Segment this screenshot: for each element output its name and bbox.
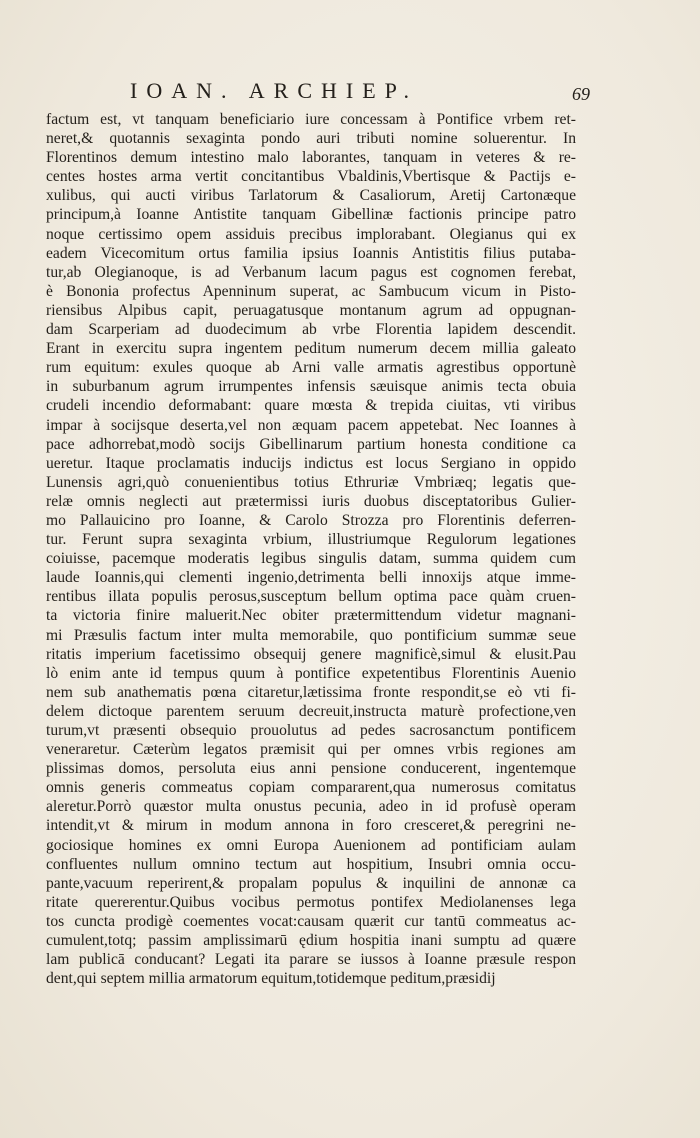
text-line: delem dictoque parentem seruum decreuit,instructa maturè profectione,ven xyxy=(46,702,576,720)
text-line: tos cuncta prodigè coementes vocat:causam quærit cur tantū commeatus ac- xyxy=(46,912,576,930)
text-line: pace adhorrebat,modò socijs Gibellinarum partium honesta conditione ca xyxy=(46,435,576,453)
page-number: 69 xyxy=(572,84,590,104)
text-line: ta victoria finire maluerit.Nec obiter prætermittendum videtur magnani- xyxy=(46,607,576,625)
text-line: in suburbanum agrum irrumpentes infensis sæuisque animis tecta obuia xyxy=(46,378,576,396)
text-line: crudeli incendio deformabant: quare mœsta & trepida ciuitas, vti viribus xyxy=(46,397,576,415)
text-line: eadem Vicecomitum ortus familia ipsius Ioannis Antistitis filius putaba- xyxy=(46,244,576,262)
text-line: Lunensis agri,quò conuenientibus totius Ethruriæ Vmbriæq; legatis que- xyxy=(46,473,576,491)
text-line: dam Scarperiam ad duodecimum ab vrbe Florentia lapidem descendit. xyxy=(46,321,576,339)
text-line: pante,vacuum reperirent,& propalam populus & inquilini de annonæ ca xyxy=(46,874,576,892)
text-line: noque certissimo opem assiduis precibus implorabant. Olegianus qui ex xyxy=(46,225,576,243)
body-text xyxy=(46,110,576,988)
text-line: neret,& quotannis sexaginta pondo auri tributi nomine soluerentur. In xyxy=(46,130,576,148)
text-line: mo Pallauicino pro Ioanne, & Carolo Strozza pro Florentinis deferren- xyxy=(46,511,576,529)
text-line: centes hostes arma vertit concitantibus Vbaldinis,Vbertisque & Pactijs e- xyxy=(46,168,576,186)
text-line: ritate quererentur.Quibus vocibus permotus pontifex Mediolanenses lega xyxy=(46,893,576,911)
text-line: ueretur. Itaque proclamatis inducijs indictus est locus Sergiano in oppido xyxy=(46,454,576,472)
text-line: Erant in exercitu supra ingentem peditum numerum decem millia galeato xyxy=(46,340,576,358)
text-line: veneraretur. Cæterùm legatos præmisit qui per omnes vrbis regiones am xyxy=(46,741,576,759)
text-line: gociosique homines ex omni Europa Auenionem ad pontificiam aulam xyxy=(46,836,576,854)
text-line: cumulent,totq; passim amplissimarū ędium hospitia inani sumptu ad quære xyxy=(46,932,576,950)
text-line: coiuisse, pacemque moderatis legibus singulis datam, summa quidem cum xyxy=(46,550,576,568)
text-line: aleretur.Porrò quæstor multa onustus pecunia, adeo in id profusè operam xyxy=(46,798,576,816)
text-line: rum equitum: exules quoque ab Arni valle armatis agrestibus opportunè xyxy=(46,359,576,377)
text-line: omnis generis commeatus copiam compararent,qua numerosus comitatus xyxy=(46,779,576,797)
text-line: laude Ioannis,qui clementi ingenio,detrimenta belli innoxijs atque imme- xyxy=(46,569,576,587)
text-line: dent,qui septem millia armatorum equitum,totidemque peditum,præsidij xyxy=(46,970,496,988)
text-line: lam publicā conducant? Legati ita parare se iussos à Ioanne præsule respon xyxy=(46,951,576,969)
text-line: factum est, vt tanquam beneficiario iure concessam à Pontifice vrbem ret- xyxy=(46,111,576,128)
text-line: mi Præsulis factum inter multa memorabile, quo pontificium summæ seue xyxy=(46,626,576,644)
text-line: relæ omnis neglecti aut prætermissi iuris duobus disceptatoribus Gulier- xyxy=(46,492,576,510)
text-line: rentibus illata populis perosus,susceptum bellum optima pace quàm cruen- xyxy=(46,588,576,606)
text-line: tur,ab Olegianoque, is ad Verbanum lacum pagus est cognomen ferebat, xyxy=(46,263,576,281)
running-head xyxy=(130,78,590,108)
text-line: xulibus, qui aucti viribus Tarlatorum & Casaliorum, Aretij Cartonæque xyxy=(46,187,576,205)
text-line: principum,à Ioanne Antistite tanquam Gibellinæ factionis principe patro xyxy=(46,206,576,224)
text-line: riensibus Alpibus capit, peruagatusque montanum agrum ad oppugnan- xyxy=(46,301,576,319)
running-head-title: IOAN. ARCHIEP. xyxy=(130,78,418,103)
text-line: plissimas domos, persoluta eius anni pensione conducerent, ingentemque xyxy=(46,760,576,778)
text-line: ritatis imperium facetissimo obsequij genere magnificè,simul & elusit.Pau xyxy=(46,645,576,663)
text-line: nem sub anathematis pœna citaretur,lætissima fronte respondit,se eò vti fi- xyxy=(46,683,576,701)
text-line: tur. Ferunt supra sexaginta vrbium, illustriumque Regulorum legationes xyxy=(46,531,576,549)
text-line: impar à socijsque deserta,vel non æquam pacem appetebat. Nec Ioannes à xyxy=(46,416,576,434)
text-line: confluentes nullum omnino tectum aut hospitium, Insubri omnia occu- xyxy=(46,855,576,873)
text-line: lò enim ante id tempus quum à pontifice expetentibus Florentinis Auenio xyxy=(46,664,576,682)
text-line: Florentinos demum intestino malo laborantes, tanquam in veteres & re- xyxy=(46,149,576,167)
text-line: è Bononia profectus Apenninum superat, ac Sambucum vicum in Pisto- xyxy=(46,282,576,300)
text-line: turum,vt præsenti obsequio prouolutus ad pedes sacrosanctum pontificem xyxy=(46,722,576,739)
text-line: intendit,vt & mirum in modum annona in foro cresceret,& peregrini ne- xyxy=(46,817,576,835)
